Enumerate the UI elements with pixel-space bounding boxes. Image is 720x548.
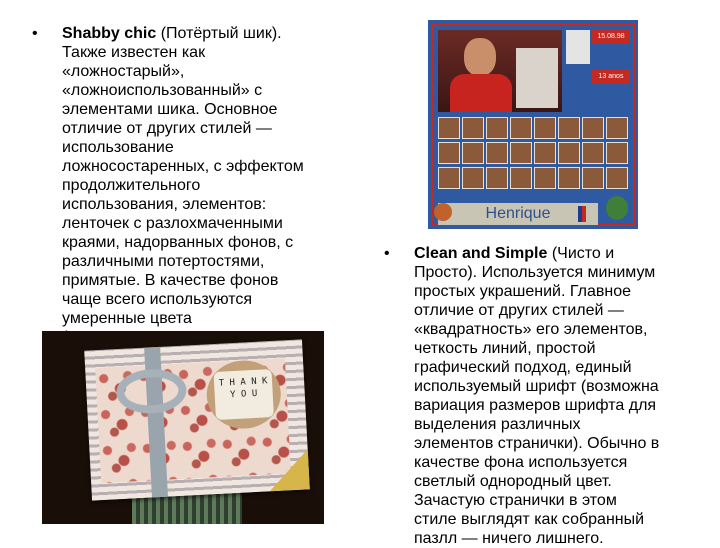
thumbnail-photo	[534, 142, 556, 164]
text-line: графический подход, единый	[414, 359, 632, 376]
thumbnail-photo	[606, 117, 628, 139]
text-line: элементами шика. Основное	[62, 101, 278, 118]
portrait-shirt	[450, 74, 512, 112]
mascot-icon	[606, 196, 628, 220]
thumbnail-photo	[486, 117, 508, 139]
thumbnail-photo	[510, 167, 532, 189]
text-line: использования, элементов:	[62, 196, 267, 213]
text-line: пазлл — ничего лишнего.	[414, 530, 604, 547]
text-line: «ложноиспользованный» с	[62, 82, 263, 99]
bullet-dot: •	[384, 245, 390, 262]
text-line: Просто). Используется минимум	[414, 264, 656, 281]
shabby-chic-title: Shabby chic	[62, 25, 157, 42]
basketball-icon	[434, 203, 452, 221]
shabby-chic-text	[62, 24, 304, 366]
thumbnail-photo	[438, 167, 460, 189]
card	[84, 339, 310, 500]
scrapbook-page-photo	[428, 20, 638, 229]
portrait-face	[464, 38, 496, 76]
clean-and-simple-text	[414, 244, 659, 548]
text-line: Зачастую странички в этом	[414, 492, 617, 509]
nba-poster	[566, 30, 590, 64]
text-line: качестве фона используется	[414, 454, 628, 471]
thumbnail-photo	[438, 142, 460, 164]
thumbnail-photo	[462, 142, 484, 164]
text-line: простых украшений. Главное	[414, 283, 631, 300]
text-line: «квадратность» его элементов,	[414, 321, 648, 338]
thumbnail-photo	[582, 117, 604, 139]
thumbnail-photo	[462, 167, 484, 189]
shabby-chic-card-photo	[42, 331, 324, 524]
text-line: «ложностарый»,	[62, 63, 185, 80]
thumbnail-photo	[510, 142, 532, 164]
text-line-0-rest: (Чисто и	[547, 245, 615, 262]
nba-logo-icon	[578, 206, 586, 222]
text-line-0-rest: (Потёртый шик).	[156, 25, 282, 42]
thumbnail-photo	[510, 117, 532, 139]
bullet-dot: •	[32, 25, 38, 42]
text-line: Также известен как	[62, 44, 206, 61]
thumbnail-photo	[582, 142, 604, 164]
text-line: умеренные цвета	[62, 310, 192, 327]
text-line: краями, надорванных фонов, с	[62, 234, 294, 251]
text-line: продолжительного	[62, 177, 201, 194]
card-label-text	[214, 369, 274, 420]
text-line: стиле выглядят как собранный	[414, 511, 645, 528]
card-corner-decoration	[268, 449, 310, 491]
name-strip: Henrique	[438, 203, 598, 225]
age-tag: 13 anos	[592, 70, 630, 84]
text-line: четкость линий, простой	[414, 340, 596, 357]
text-line: примятые. В качестве фонов	[62, 272, 279, 289]
thumbnail-photo	[558, 142, 580, 164]
card-label-line-1: T H A N K	[218, 376, 268, 389]
text-line: светлый однородный цвет.	[414, 473, 612, 490]
clean-and-simple-title: Clean and Simple	[414, 245, 548, 262]
thumbnail-photo	[462, 117, 484, 139]
text-line-0	[414, 244, 659, 263]
text-line: элементов странички). Обычно в	[414, 435, 660, 452]
card-label-line-2: Y O U	[229, 388, 258, 401]
thumbnail-photo	[558, 167, 580, 189]
thumbnail-photo	[582, 167, 604, 189]
thumbnail-photo	[534, 117, 556, 139]
thumbnail-photo	[534, 167, 556, 189]
text-line: вариация размеров шрифта для	[414, 397, 657, 414]
text-line: различными потертостями,	[62, 253, 265, 270]
thumbnail-photo	[558, 117, 580, 139]
main-photo-inset	[516, 48, 558, 108]
text-line: ленточек с разлохмаченными	[62, 215, 283, 232]
thumbnail-photo	[486, 167, 508, 189]
thumbnail-photo	[438, 117, 460, 139]
text-line-0	[62, 24, 304, 43]
date-tag: 15.08.98	[592, 30, 630, 44]
main-photo	[438, 30, 562, 112]
text-line: отличие от других стилей —	[414, 302, 624, 319]
text-line: чаще всего используются	[62, 291, 253, 308]
thumbnail-photo	[486, 142, 508, 164]
text-line: отличие от других стилей —	[62, 120, 272, 137]
text-line: выделения различных	[414, 416, 581, 433]
thumbnail-photo	[606, 142, 628, 164]
thumbnail-photo	[606, 167, 628, 189]
text-line: использование	[62, 139, 174, 156]
text-line: используемый шрифт (возможна	[414, 378, 659, 395]
text-line: ложносостаренных, с эффектом	[62, 158, 304, 175]
